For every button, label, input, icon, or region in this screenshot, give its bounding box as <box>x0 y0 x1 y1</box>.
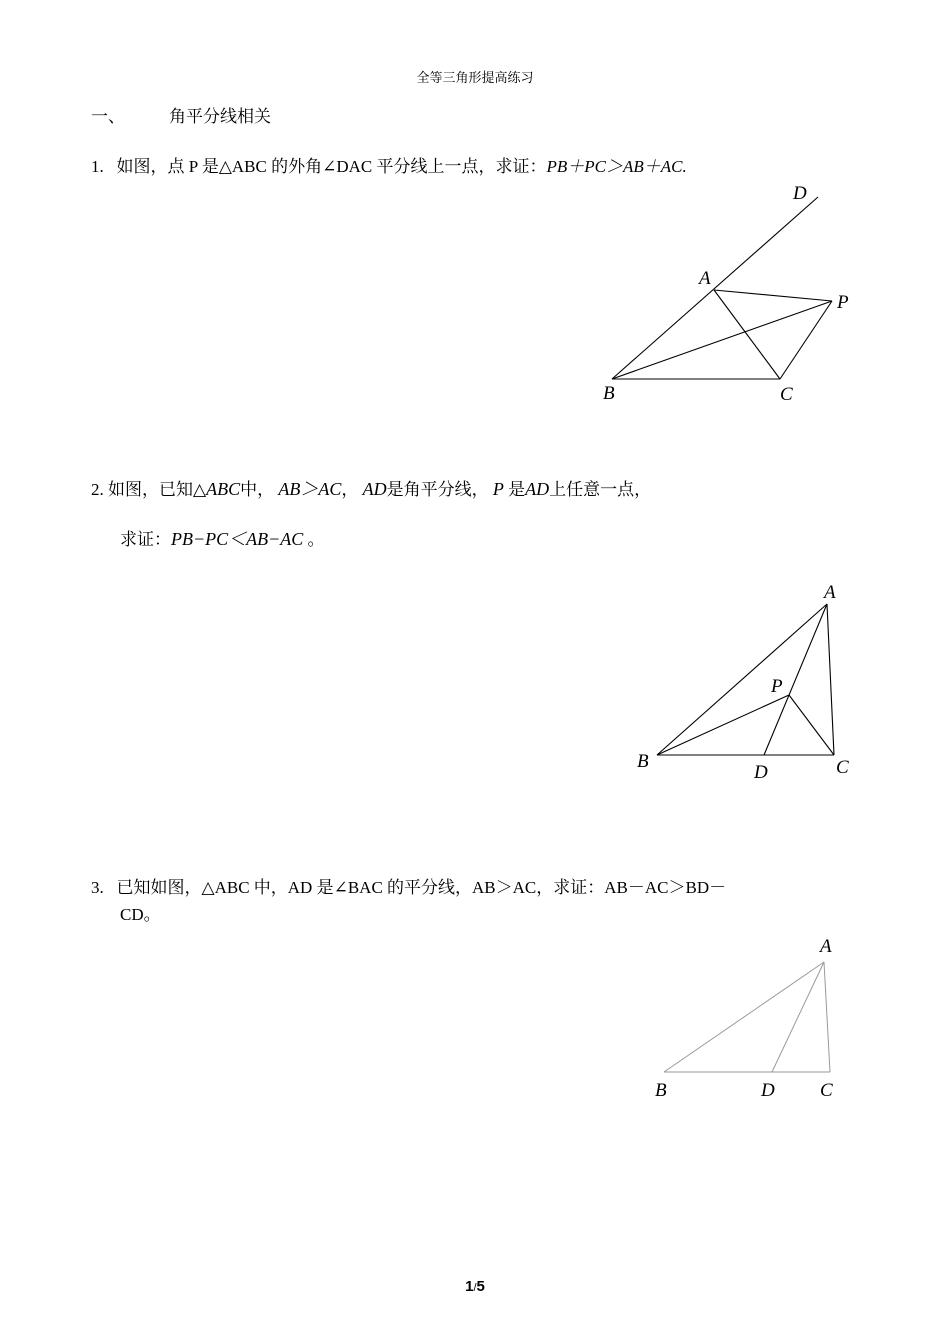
question-2-end: 。 <box>307 530 325 549</box>
label-d: D <box>793 183 807 204</box>
question-1-formula: PB＋PC＞AB＋AC. <box>546 157 687 176</box>
line-ab <box>664 962 824 1072</box>
question-2-number: 2. <box>91 480 104 499</box>
prove-label: 求证： <box>120 530 171 549</box>
math-ab-gt-ac: AB＞AC <box>278 479 342 499</box>
label-c: C <box>836 757 849 778</box>
document-header: 全等三角形提高练习 <box>416 70 534 85</box>
question-2-text-2: 中， <box>240 480 275 499</box>
question-2-text-5: 是 <box>508 480 526 499</box>
line-ac <box>824 962 830 1072</box>
label-p: P <box>771 676 783 697</box>
math-ad-2: AD <box>525 479 550 499</box>
label-a: A <box>699 268 711 289</box>
question-2-text-3: ， <box>341 480 359 499</box>
page-separator: / <box>473 1282 477 1294</box>
label-a: A <box>824 582 836 603</box>
page-total: 5 <box>476 1278 485 1295</box>
label-c: C <box>820 1080 833 1101</box>
math-abc: ABC <box>206 479 241 499</box>
label-b: B <box>655 1080 667 1101</box>
label-d: D <box>754 762 768 783</box>
question-1-text: 如图，点 P 是△ABC 的外角∠DAC 平分线上一点，求证： <box>116 157 547 176</box>
question-1-number: 1. <box>91 157 104 176</box>
question-3-text: 已知如图，△ABC 中，AD 是∠BAC 的平分线，AB＞AC，求证：AB－AC＞BD－ <box>116 878 727 897</box>
section-number: 一、 <box>91 107 125 126</box>
question-2-formula: PB−PC＜AB−AC <box>171 529 304 549</box>
line-ad <box>772 962 824 1072</box>
question-2-text-4: 是角平分线， <box>386 480 489 499</box>
page-current: 1 <box>465 1278 474 1295</box>
question-2-text-1: 如图，已知△ <box>108 480 207 499</box>
label-b: B <box>637 751 649 772</box>
question-2-text-6: 上任意一点， <box>549 480 652 499</box>
label-a: A <box>820 936 832 957</box>
question-3-number: 3. <box>91 878 104 897</box>
label-p: P <box>837 292 849 313</box>
page-indicator <box>0 1278 950 1295</box>
question-3-continued: CD。 <box>120 905 161 924</box>
math-p: P <box>492 479 504 499</box>
label-d: D <box>761 1080 775 1101</box>
label-c: C <box>780 384 793 405</box>
math-ad: AD <box>362 479 387 499</box>
label-b: B <box>603 383 615 404</box>
section-title: 角平分线相关 <box>169 107 271 126</box>
